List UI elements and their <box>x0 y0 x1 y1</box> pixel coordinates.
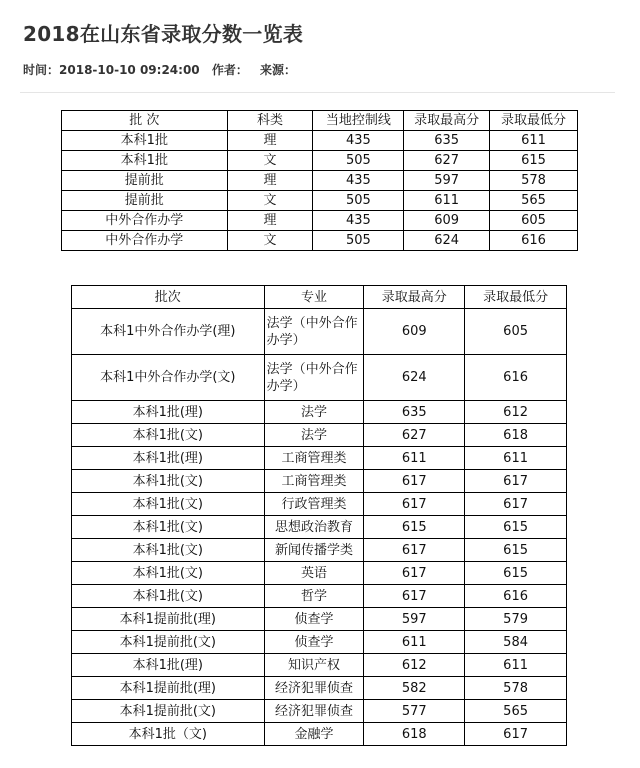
table-cell: 本科1批(理) <box>72 401 265 424</box>
table-cell: 经济犯罪侦查 <box>264 677 364 700</box>
table-cell: 582 <box>364 677 465 700</box>
header-cell: 批次 <box>72 286 265 309</box>
table-cell: 本科1批(文) <box>72 562 265 585</box>
table-cell: 本科1提前批(文) <box>72 700 265 723</box>
table-cell: 理 <box>227 171 313 191</box>
table-row <box>62 211 578 231</box>
table-cell: 627 <box>404 151 490 171</box>
table-cell: 505 <box>313 231 404 251</box>
table-cell: 617 <box>364 539 465 562</box>
table-row <box>62 191 578 211</box>
table-cell: 615 <box>490 151 578 171</box>
table-cell: 本科1提前批(理) <box>72 677 265 700</box>
table-cell: 635 <box>364 401 465 424</box>
table-cell: 本科1提前批(理) <box>72 608 265 631</box>
table-cell: 616 <box>465 585 567 608</box>
table-cell: 知识产权 <box>264 654 364 677</box>
table-cell: 617 <box>364 585 465 608</box>
table-cell: 本科1批 <box>62 151 228 171</box>
table-cell: 618 <box>465 424 567 447</box>
table-cell: 505 <box>313 151 404 171</box>
table-row <box>62 151 578 171</box>
table-row <box>72 608 567 631</box>
table-cell: 提前批 <box>62 171 228 191</box>
header-cell: 录取最高分 <box>364 286 465 309</box>
table-cell: 616 <box>465 355 567 401</box>
table-cell: 435 <box>313 211 404 231</box>
table-cell: 本科1批（文) <box>72 723 265 746</box>
table-cell: 612 <box>364 654 465 677</box>
header-cell: 专业 <box>264 286 364 309</box>
table-row <box>72 401 567 424</box>
table-cell: 哲学 <box>264 585 364 608</box>
table-cell: 611 <box>465 654 567 677</box>
table-cell: 本科1批(文) <box>72 424 265 447</box>
table-row <box>72 516 567 539</box>
table-row <box>72 309 567 355</box>
table-cell: 577 <box>364 700 465 723</box>
table-row <box>72 585 567 608</box>
table-cell: 侦查学 <box>264 631 364 654</box>
table-cell: 615 <box>364 516 465 539</box>
table-cell: 617 <box>364 493 465 516</box>
table-cell: 中外合作办学 <box>62 231 228 251</box>
table-cell: 提前批 <box>62 191 228 211</box>
table-cell: 本科1批(文) <box>72 493 265 516</box>
header-cell: 录取最高分 <box>404 111 490 131</box>
table-cell: 617 <box>465 723 567 746</box>
table-cell: 文 <box>227 191 313 211</box>
table-cell: 609 <box>404 211 490 231</box>
publish-time <box>23 63 200 77</box>
table-row <box>72 631 567 654</box>
table-row <box>72 424 567 447</box>
table-cell: 文 <box>227 151 313 171</box>
table-cell: 627 <box>364 424 465 447</box>
table-cell: 617 <box>465 493 567 516</box>
table-row <box>72 654 567 677</box>
table-row <box>62 171 578 191</box>
table-cell: 505 <box>313 191 404 211</box>
major-score-table <box>71 285 567 746</box>
article-title: 2018在山东省录取分数一览表 <box>23 22 304 46</box>
table-cell: 611 <box>364 631 465 654</box>
table-cell: 617 <box>465 470 567 493</box>
table-cell: 617 <box>364 470 465 493</box>
table-cell: 578 <box>465 677 567 700</box>
table-row <box>62 131 578 151</box>
table-cell: 611 <box>465 447 567 470</box>
table-cell: 思想政治教育 <box>264 516 364 539</box>
table-row <box>62 231 578 251</box>
table-cell: 工商管理类 <box>264 470 364 493</box>
table-cell: 行政管理类 <box>264 493 364 516</box>
author-label: 作者： <box>211 63 248 77</box>
table-cell: 金融学 <box>264 723 364 746</box>
table-cell: 中外合作办学 <box>62 211 228 231</box>
table-cell: 565 <box>465 700 567 723</box>
table-cell: 本科1批 <box>62 131 228 151</box>
table-cell: 624 <box>404 231 490 251</box>
header-cell: 录取最低分 <box>465 286 567 309</box>
table-row <box>72 562 567 585</box>
table-cell: 英语 <box>264 562 364 585</box>
table-cell: 605 <box>465 309 567 355</box>
table-cell: 597 <box>404 171 490 191</box>
table-row <box>72 447 567 470</box>
table-cell: 565 <box>490 191 578 211</box>
table-cell: 法学 <box>264 401 364 424</box>
control-line-table <box>61 110 578 251</box>
header-cell: 批 次 <box>62 111 228 131</box>
header-cell: 当地控制线 <box>313 111 404 131</box>
table-cell: 618 <box>364 723 465 746</box>
table-cell: 611 <box>364 447 465 470</box>
table-cell: 本科1中外合作办学(理) <box>72 309 265 355</box>
table-cell: 本科1批(理) <box>72 447 265 470</box>
table-row <box>72 677 567 700</box>
table-cell: 本科1批(文) <box>72 470 265 493</box>
table-header-row <box>72 286 567 309</box>
table-cell: 法学 <box>264 424 364 447</box>
table-row <box>72 723 567 746</box>
table-cell: 侦查学 <box>264 608 364 631</box>
table-cell: 611 <box>404 191 490 211</box>
table-cell: 435 <box>313 171 404 191</box>
table-cell: 615 <box>465 516 567 539</box>
header-cell: 录取最低分 <box>490 111 578 131</box>
table-cell: 本科1批(文) <box>72 585 265 608</box>
table-header-row <box>62 111 578 131</box>
source-label: 来源： <box>260 63 297 77</box>
table-row <box>72 700 567 723</box>
table-cell: 法学（中外合作办学） <box>264 309 364 355</box>
table-cell: 611 <box>490 131 578 151</box>
table-cell: 435 <box>313 131 404 151</box>
table-cell: 635 <box>404 131 490 151</box>
table-cell: 文 <box>227 231 313 251</box>
divider <box>20 92 615 93</box>
table-cell: 理 <box>227 131 313 151</box>
table-cell: 615 <box>465 539 567 562</box>
table-cell: 617 <box>364 562 465 585</box>
table-cell: 工商管理类 <box>264 447 364 470</box>
time-label: 时间： <box>23 63 60 77</box>
table-row <box>72 470 567 493</box>
table-cell: 597 <box>364 608 465 631</box>
table-cell: 新闻传播学类 <box>264 539 364 562</box>
table-row <box>72 539 567 562</box>
table-cell: 本科1批(理) <box>72 654 265 677</box>
table-cell: 本科1中外合作办学(文) <box>72 355 265 401</box>
table-cell: 616 <box>490 231 578 251</box>
header-cell: 科类 <box>227 111 313 131</box>
table-cell: 理 <box>227 211 313 231</box>
table-row <box>72 355 567 401</box>
table-cell: 经济犯罪侦查 <box>264 700 364 723</box>
table-cell: 624 <box>364 355 465 401</box>
table-cell: 584 <box>465 631 567 654</box>
table-cell: 609 <box>364 309 465 355</box>
article-meta <box>23 61 304 78</box>
table-cell: 612 <box>465 401 567 424</box>
table-cell: 579 <box>465 608 567 631</box>
table-cell: 615 <box>465 562 567 585</box>
table-cell: 578 <box>490 171 578 191</box>
table-cell: 本科1批(文) <box>72 539 265 562</box>
table-cell: 本科1批(文) <box>72 516 265 539</box>
table-cell: 605 <box>490 211 578 231</box>
table-row <box>72 493 567 516</box>
table-cell: 法学（中外合作办学） <box>264 355 364 401</box>
table-cell: 本科1提前批(文) <box>72 631 265 654</box>
time-value: 2018-10-10 09:24:00 <box>59 63 200 77</box>
